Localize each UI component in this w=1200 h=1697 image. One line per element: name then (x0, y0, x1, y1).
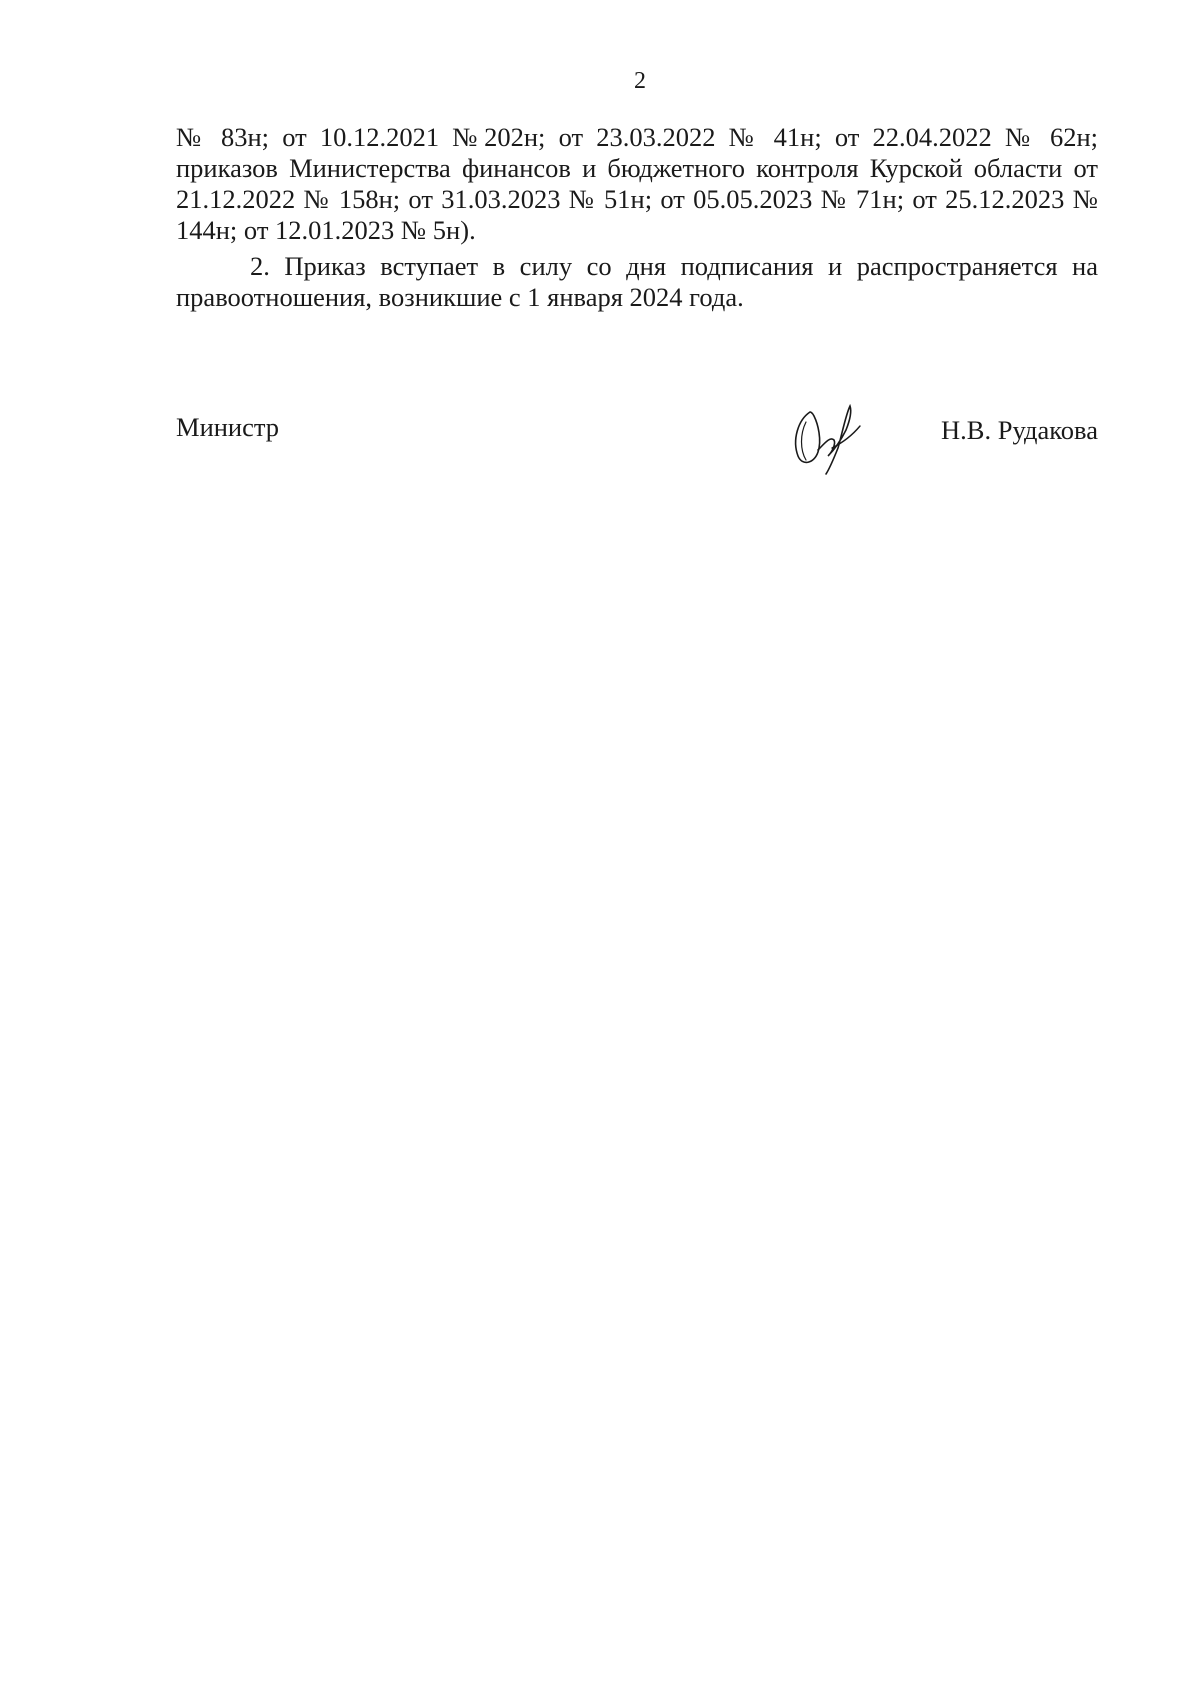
page-number: 2 (634, 68, 646, 94)
paragraph-effective-date: 2. Приказ вступает в силу со дня подписания и распространяется на правоотношения, возникшие с 1 января 2024 года. (176, 251, 1098, 312)
paragraph-amendments: № 83н; от 10.12.2021 №202н; от 23.03.2022 № 41н; от 22.04.2022 № 62н; приказов Министерства финансов и бюджетного контроля Курской области от 21.12.2022 № 158н; от 31.03.2023 № 51н; от 05.05.2023 № 71н; от 25.12.2023 № 144н; от 12.01.2023 № 5н). (176, 122, 1098, 245)
handwritten-signature (788, 400, 868, 476)
signature-block (176, 405, 1098, 475)
document-body (176, 122, 1098, 313)
signatory-name: Н.В. Рудакова (941, 415, 1098, 445)
signatory-title: Министр (176, 412, 280, 442)
